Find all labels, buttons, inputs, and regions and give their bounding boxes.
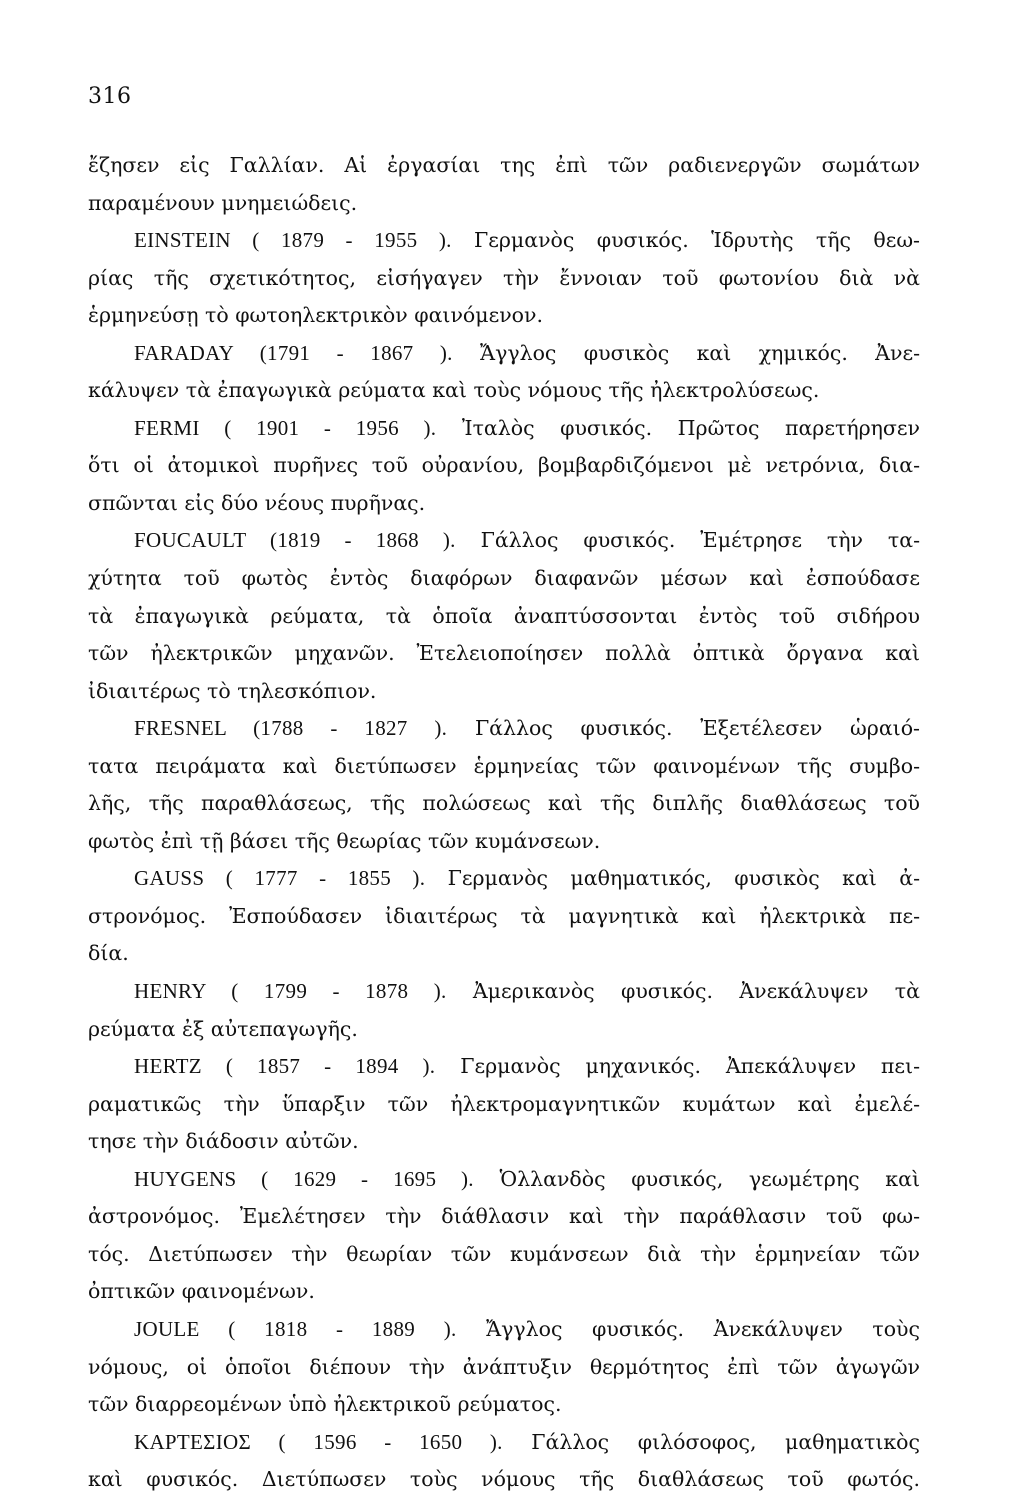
line-text: Γερμανὸς μηχανικός. Ἀπεκάλυψεν πει-	[435, 1054, 920, 1079]
text-line	[88, 748, 920, 786]
line-text: καὶ φυσικός. Διετύπωσεν τοὺς νόμους τῆς διαθλάσεως τοῦ φωτός.	[88, 1467, 920, 1492]
line-text: κάλυψεν τὰ ἐπαγωγικὰ ρεύματα καὶ τοὺς νόμους τῆς ἠλεκτρολύσεως.	[88, 378, 820, 403]
line-text: δία.	[88, 941, 129, 966]
line-text: Ἄγγλος φυσικός. Ἀνεκάλυψεν τοὺς	[456, 1316, 920, 1341]
entry-heading-line	[88, 1048, 920, 1086]
line-text: Γερμανὸς μαθηματικός, φυσικὸς καὶ ἀ-	[425, 866, 920, 891]
scientist-name: FRESNEL (1788 - 1827 ).	[134, 716, 448, 741]
text-line	[88, 1273, 920, 1311]
entry-heading-line	[88, 335, 920, 373]
text-line	[88, 598, 920, 636]
text-line	[88, 297, 920, 335]
text-line	[88, 485, 920, 523]
line-text: τατα πειράματα καὶ διετύπωσεν ἑρμηνείας τῶν φαινομένων τῆς συμβο-	[88, 753, 920, 778]
line-text: νόμους, οἱ ὁποῖοι διέπουν τὴν ἀνάπτυξιν θερμότητος ἐπὶ τῶν ἀγωγῶν	[88, 1354, 920, 1379]
line-text: χύτητα τοῦ φωτὸς ἐντὸς διαφόρων διαφανῶν μέσων καὶ ἐσπούδασε	[88, 566, 920, 591]
line-text: τῶν ἠλεκτρικῶν μηχανῶν. Ἐτελειοποίησεν πολλὰ ὀπτικὰ ὄργανα καὶ	[88, 641, 920, 666]
scientist-name: JOULE ( 1818 - 1889 ).	[134, 1316, 457, 1341]
entry-heading-line	[88, 973, 920, 1011]
scientist-name: ΚΑΡΤΕΣΙΟΣ ( 1596 - 1650 ).	[134, 1429, 503, 1454]
line-text: παραμένουν μνημειώδεις.	[88, 190, 358, 215]
scientist-name: FERMI ( 1901 - 1956 ).	[134, 415, 437, 440]
line-text: λῆς, τῆς παραθλάσεως, τῆς πολώσεως καὶ τῆς διπλῆς διαθλάσεως τοῦ	[88, 791, 920, 816]
line-text: ἑρμηνεύσῃ τὸ φωτοηλεκτρικὸν φαινόμενον.	[88, 303, 543, 328]
text-line	[88, 1086, 920, 1124]
line-text: ἔζησεν εἰς Γαλλίαν. Αἱ ἐργασίαι της ἐπὶ τῶν ραδιενεργῶν σωμάτων	[88, 153, 920, 177]
line-text: τῶν διαρρεομένων ὑπὸ ἠλεκτρικοῦ ρεύματος.	[88, 1392, 562, 1417]
scientist-name: HERTZ ( 1857 - 1894 ).	[134, 1054, 436, 1079]
text-line	[88, 260, 920, 298]
text-line	[88, 1198, 920, 1236]
line-text: τός. Διετύπωσεν τὴν θεωρίαν τῶν κυμάνσεων διὰ τὴν ἑρμηνείαν τῶν	[88, 1241, 920, 1266]
entry-heading-line	[88, 1161, 920, 1199]
biography-text	[88, 147, 920, 1499]
text-line	[88, 185, 920, 223]
text-line	[88, 935, 920, 973]
text-line	[88, 898, 920, 936]
line-text: Γάλλος φυσικός. Ἐξετέλεσεν ὡραιό-	[447, 716, 920, 741]
text-line	[88, 1123, 920, 1161]
line-text: ὀπτικῶν φαινομένων.	[88, 1279, 315, 1304]
line-text: σπῶνται εἰς δύο νέους πυρῆνας.	[88, 490, 426, 515]
text-line	[88, 823, 920, 861]
line-text: ὅτι οἱ ἀτομικοὶ πυρῆνες τοῦ οὐρανίου, βομβαρδιζόμενοι μὲ νετρόνια, δια-	[88, 453, 920, 478]
entry-heading-line	[88, 860, 920, 898]
line-text: Γάλλος φιλόσοφος, μαθηματικὸς	[502, 1429, 920, 1454]
entry-heading-line	[88, 522, 920, 560]
line-text: Γερμανὸς φυσικός. Ἱδρυτὴς τῆς θεω-	[451, 228, 920, 253]
scientist-name: FARADAY (1791 - 1867 ).	[134, 340, 453, 365]
text-line	[88, 1461, 920, 1499]
page-number: 316	[88, 84, 132, 109]
entry-heading-line	[88, 1424, 920, 1462]
scientist-name: HENRY ( 1799 - 1878 ).	[134, 979, 447, 1004]
text-line	[88, 372, 920, 410]
text-line	[88, 447, 920, 485]
entry-heading-line	[88, 222, 920, 260]
line-text: ραματικῶς τὴν ὕπαρξιν τῶν ἠλεκτρομαγνητικῶν κυμάτων καὶ ἐμελέ-	[88, 1091, 920, 1116]
text-line	[88, 785, 920, 823]
line-text: Ἄγγλος φυσικὸς καὶ χημικός. Ἀνε-	[452, 340, 920, 365]
line-text: τησε τὴν διάδοσιν αὐτῶν.	[88, 1129, 359, 1154]
entry-heading-line	[88, 710, 920, 748]
scientist-name: FOUCAULT (1819 - 1868 ).	[134, 528, 456, 553]
line-text: τὰ ἐπαγωγικὰ ρεύματα, τὰ ὁποῖα ἀναπτύσσονται ἐντὸς τοῦ σιδήρου	[88, 603, 920, 628]
line-text: ρεύματα ἐξ αὐτεπαγωγῆς.	[88, 1016, 358, 1041]
line-text: Ὁλλανδὸς φυσικός, γεωμέτρης καὶ	[473, 1166, 920, 1191]
scientist-name: EINSTEIN ( 1879 - 1955 ).	[134, 228, 452, 253]
entry-heading-line	[88, 410, 920, 448]
line-text: ἰδιαιτέρως τὸ τηλεσκόπιον.	[88, 678, 377, 703]
line-text: Ἀμερικανὸς φυσικός. Ἀνεκάλυψεν τὰ	[446, 979, 920, 1004]
text-line	[88, 147, 920, 185]
line-text: ἀστρονόμος. Ἐμελέτησεν τὴν διάθλασιν καὶ τὴν παράθλασιν τοῦ φω-	[88, 1204, 920, 1229]
text-line	[88, 1236, 920, 1274]
text-line	[88, 635, 920, 673]
line-text: Ἰταλὸς φυσικός. Πρῶτος παρετήρησεν	[436, 415, 921, 440]
text-line	[88, 1349, 920, 1387]
line-text: Γάλλος φυσικός. Ἐμέτρησε τὴν τα-	[455, 528, 920, 553]
line-text: στρονόμος. Ἐσπούδασεν ἰδιαιτέρως τὰ μαγνητικὰ καὶ ἠλεκτρικὰ πε-	[88, 903, 920, 928]
scientist-name: GAUSS ( 1777 - 1855 ).	[134, 866, 426, 891]
text-line	[88, 560, 920, 598]
text-line	[88, 673, 920, 711]
entry-heading-line	[88, 1311, 920, 1349]
line-text: ρίας τῆς σχετικότητος, εἰσήγαγεν τὴν ἔννοιαν τοῦ φωτονίου διὰ νὰ	[88, 265, 920, 290]
line-text: φωτὸς ἐπὶ τῇ βάσει τῆς θεωρίας τῶν κυμάνσεων.	[88, 828, 601, 853]
text-line	[88, 1386, 920, 1424]
scientist-name: HUYGENS ( 1629 - 1695 ).	[134, 1166, 474, 1191]
text-line	[88, 1011, 920, 1049]
